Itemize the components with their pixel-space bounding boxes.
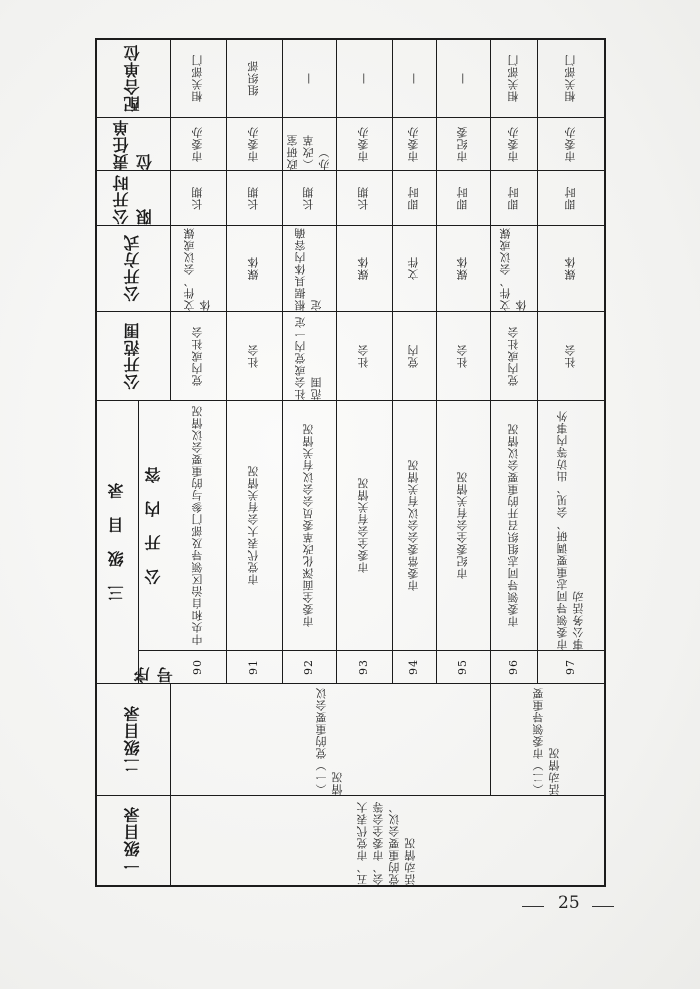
row-cooperating-text: 组织部 (247, 59, 261, 96)
row-method-text: 媒体 (247, 256, 261, 280)
row-responsible (226, 117, 282, 170)
row-content (537, 400, 604, 650)
row-cooperating (537, 38, 604, 117)
row-responsible (537, 117, 604, 170)
row-method-text: 文件 (407, 256, 421, 280)
row-scope (537, 311, 604, 400)
table-border-bottom (95, 885, 604, 887)
header-seq-text: 序号 (132, 666, 175, 683)
row-method (392, 225, 436, 311)
row-method-text: 文件、会议或媒体 (183, 227, 212, 311)
row-content (336, 400, 392, 650)
row-content-text: 市委全面深化改革委员会会议有关情况 (302, 423, 316, 627)
row-method (226, 225, 282, 311)
row-responsible (436, 117, 490, 170)
row-scope (336, 311, 392, 400)
row-time (336, 170, 392, 225)
row-responsible-text: 市委办 (247, 125, 261, 162)
row-responsible (282, 117, 336, 170)
row-method-text: 媒体 (563, 256, 577, 280)
row-content (170, 400, 226, 650)
row-content (226, 400, 282, 650)
row-seq (392, 650, 436, 683)
row-time (537, 170, 604, 225)
row-seq (170, 650, 226, 683)
level2-cell-2-text: （二）市委领导重要活动情况 (532, 687, 561, 795)
row-scope (490, 311, 537, 400)
row-content (490, 400, 537, 650)
row-responsible-text: 市委办 (407, 125, 421, 162)
row-cooperating (392, 38, 436, 117)
header-time-text: 公开时限 (111, 174, 154, 225)
row-responsible-text: 市委办 (191, 125, 205, 162)
row-scope (392, 311, 436, 400)
row-scope (282, 311, 336, 400)
row-responsible (336, 117, 392, 170)
row-cooperating (336, 38, 392, 117)
row-seq-text: 96 (506, 658, 520, 675)
row-seq-text: 94 (407, 658, 421, 675)
header-level2 (96, 683, 170, 795)
row-content-text: 市纪委全会有关情况 (456, 471, 470, 579)
level1-cell (170, 795, 604, 885)
row-responsible (490, 117, 537, 170)
row-cooperating-text: — (302, 71, 316, 84)
row-responsible-text: 市委办 (506, 125, 520, 162)
row-seq-text: 91 (247, 658, 261, 675)
row-seq (537, 650, 604, 683)
header-content (138, 400, 170, 650)
header-responsible (96, 117, 170, 170)
row-content (282, 400, 336, 650)
row-seq-text: 97 (563, 658, 577, 675)
row-content-text: 市委领导同志组织召开的重要会议情况 (506, 423, 520, 627)
row-content-text: 市委全会有关情况 (357, 477, 371, 573)
row-responsible-text: 市纪委 (456, 125, 470, 162)
row-seq-text: 92 (302, 658, 316, 675)
row-method (170, 225, 226, 311)
row-responsible (170, 117, 226, 170)
row-cooperating-text: — (407, 71, 421, 84)
row-seq (336, 650, 392, 683)
row-scope-text: 党内或社会 (191, 325, 205, 386)
row-cooperating-text: — (456, 71, 470, 84)
level2-cell-1-text: （一）党的重要会议情况 (315, 687, 344, 795)
row-scope (226, 311, 282, 400)
row-cooperating-text: — (357, 71, 371, 84)
row-scope-text: 社会 (247, 343, 261, 368)
row-content-text: 市委常委会会议有关情况 (407, 459, 421, 591)
row-cooperating (170, 38, 226, 117)
row-cooperating (436, 38, 490, 117)
row-time (392, 170, 436, 225)
row-time-text: 长期 (191, 185, 205, 210)
row-time (436, 170, 490, 225)
page-number: 25 (558, 893, 580, 913)
header-method-text: 公开方式 (123, 234, 143, 302)
row-scope (436, 311, 490, 400)
row-method-text: 文件、会议或媒体 (498, 227, 528, 311)
row-cooperating (490, 38, 537, 117)
row-seq (226, 650, 282, 683)
row-time-text: 即时 (506, 185, 520, 210)
row-responsible (392, 117, 436, 170)
page-number-dash-right (592, 906, 614, 907)
row-seq (436, 650, 490, 683)
table-border-right (604, 38, 606, 887)
row-content (436, 400, 490, 650)
row-time-text: 长期 (247, 185, 261, 210)
header-level1 (96, 795, 170, 885)
row-scope-text: 社会 (563, 343, 577, 368)
level2-cell-2 (490, 683, 604, 795)
header-level3 (96, 400, 138, 683)
row-content (392, 400, 436, 650)
row-time (490, 170, 537, 225)
header-responsible-text: 责任单位 (111, 119, 154, 170)
header-cooperating (96, 38, 170, 117)
header-scope-text: 公开范围 (123, 321, 143, 390)
row-scope-text: 党内 (407, 343, 421, 368)
page-number-dash-left (522, 906, 544, 907)
row-time (282, 170, 336, 225)
row-time (226, 170, 282, 225)
row-cooperating (226, 38, 282, 117)
row-method (436, 225, 490, 311)
header-time (96, 170, 170, 225)
header-level2-text: 二级目录 (123, 705, 143, 773)
row-seq (282, 650, 336, 683)
row-method (537, 225, 604, 311)
row-seq-text: 95 (456, 658, 470, 675)
row-cooperating-text: 相关部门 (506, 53, 520, 102)
row-scope-text: 社会 (456, 343, 470, 368)
level2-cell-1 (170, 683, 490, 795)
row-scope-text: 社会或党内一定范围 (294, 316, 323, 400)
row-seq (490, 650, 537, 683)
row-time-text: 即时 (456, 185, 470, 210)
row-method (490, 225, 537, 311)
row-scope-text: 党内或社会 (506, 325, 520, 386)
header-level3-text: 三 级 目 录 (107, 482, 127, 601)
row-cooperating-text: 相关部门 (191, 53, 205, 102)
row-content-text: 市党代表大会有关情况 (247, 465, 261, 585)
row-scope-text: 社会 (357, 343, 371, 368)
row-scope (170, 311, 226, 400)
header-content-text: 公 开 内 容 (144, 465, 164, 585)
row-time (170, 170, 226, 225)
header-method (96, 225, 170, 311)
row-responsible-text: 市委办 (357, 125, 371, 162)
row-cooperating-text: 相关部门 (563, 53, 577, 102)
row-method (282, 225, 336, 311)
header-cooperating-text: 配合单位 (123, 43, 143, 112)
row-content-text: 市委领导同志重要调研、会见、出访等内事外事公务活动 (555, 410, 585, 650)
row-time-text: 长期 (302, 185, 316, 210)
row-method-text: 媒体 (456, 256, 470, 280)
row-responsible-text: 市委办 (563, 125, 577, 162)
header-seq (132, 650, 175, 683)
row-method-text: 媒体 (357, 256, 371, 280)
level1-cell-text: 五、市党代表大会、市委全会等党的重要会议、活动情况 (356, 801, 417, 885)
row-content-text: 中央和自治区领导及部门参与的重要会议情况 (191, 405, 205, 645)
header-scope (96, 311, 170, 400)
row-seq-text: 93 (357, 658, 371, 675)
row-responsible-text: 政研室（改革办） (286, 134, 331, 170)
row-method-text: 根据具体内容确定 (294, 227, 323, 311)
row-cooperating (282, 38, 336, 117)
row-seq-text: 90 (191, 658, 205, 675)
row-time-text: 长期 (357, 185, 371, 210)
row-time-text: 即时 (407, 185, 421, 210)
row-method (336, 225, 392, 311)
header-level1-text: 一级目录 (123, 806, 143, 874)
row-time-text: 即时 (563, 185, 577, 210)
